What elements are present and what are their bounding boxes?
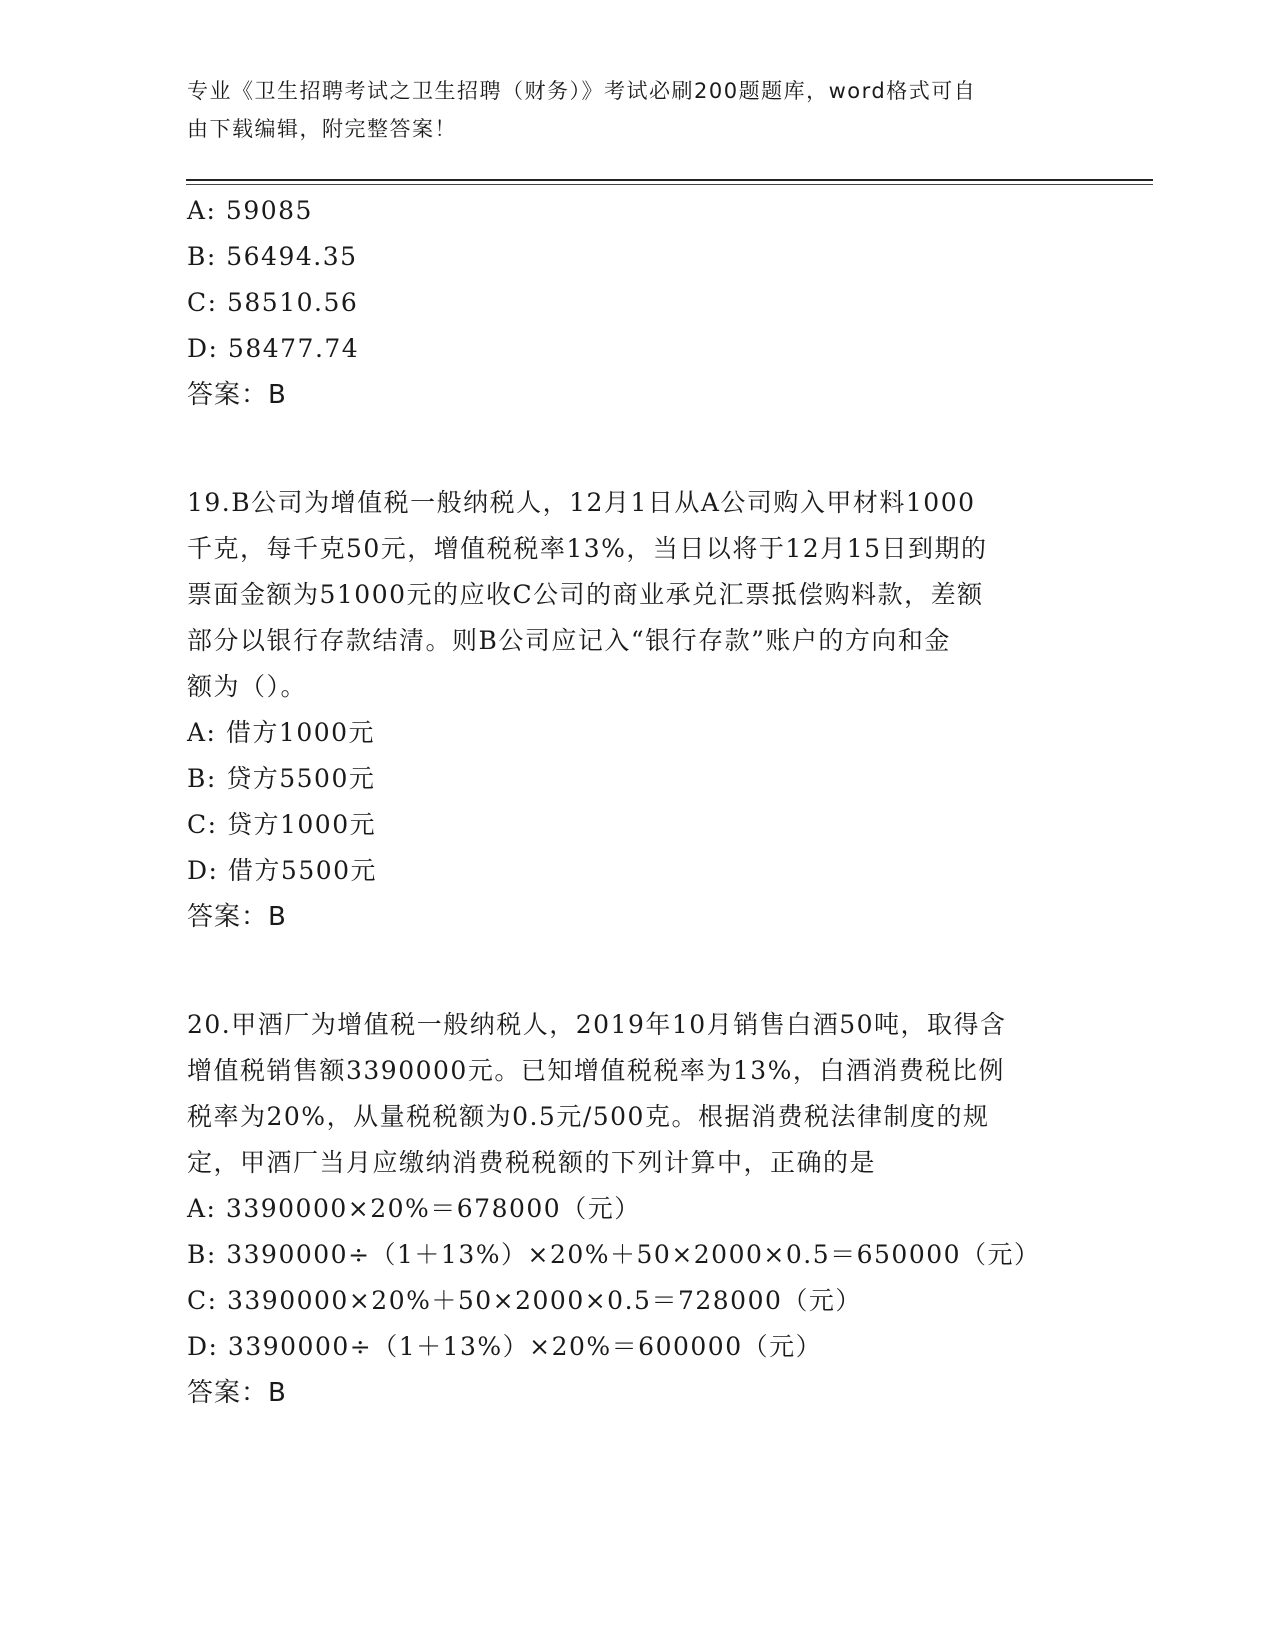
option-b: B: 贷方5500元	[187, 764, 376, 793]
question-text-line: 增值税销售额3390000元。已知增值税税率为13%，白酒消费税比例	[187, 1056, 1005, 1085]
question-text-line: 20.甲酒厂为增值税一般纳税人，2019年10月销售白酒50吨，取得含	[187, 1010, 1007, 1039]
header-line-1: 专业《卫生招聘考试之卫生招聘（财务）》考试必刷200题题库，word格式可自	[187, 79, 977, 103]
question-text-line: 税率为20%，从量税税额为0.5元/500克。根据消费税法律制度的规	[187, 1102, 990, 1131]
question-text-line: 票面金额为51000元的应收C公司的商业承兑汇票抵偿购料款，差额	[187, 580, 984, 609]
option-a: A: 借方1000元	[187, 718, 376, 747]
answer-line: 答案：B	[187, 380, 287, 410]
question-19-block	[187, 480, 1087, 940]
option-b: B: 3390000÷（1＋13%）×20%＋50×2000×0.5＝650000（元）	[187, 1240, 1041, 1269]
option-d: D: 3390000÷（1＋13%）×20%＝600000（元）	[187, 1332, 823, 1361]
option-c: C: 贷方1000元	[187, 810, 377, 839]
question-text-line: 部分以银行存款结清。则B公司应记入“银行存款”账户的方向和金	[187, 626, 951, 655]
option-c: C: 3390000×20%＋50×2000×0.5＝728000（元）	[187, 1286, 862, 1315]
spacer	[187, 940, 1087, 1002]
header-divider-thick	[186, 179, 1153, 181]
option-b: B: 56494.35	[187, 242, 358, 271]
spacer	[187, 418, 1087, 480]
answer-line: 答案：B	[187, 1378, 287, 1408]
option-a: A: 3390000×20%＝678000（元）	[187, 1194, 641, 1223]
document-header	[187, 72, 1067, 148]
header-divider-thin	[186, 184, 1153, 185]
previous-question-block	[187, 188, 1087, 418]
option-a: A: 59085	[187, 196, 313, 225]
question-text-line: 额为（）。	[187, 672, 308, 701]
question-text-line: 19.B公司为增值税一般纳税人，12月1日从A公司购入甲材料1000	[187, 488, 976, 517]
header-line-2: 由下载编辑，附完整答案！	[187, 117, 457, 141]
option-c: C: 58510.56	[187, 288, 359, 317]
option-d: D: 借方5500元	[187, 856, 378, 885]
answer-line: 答案：B	[187, 902, 287, 932]
document-body	[187, 188, 1087, 1416]
option-d: D: 58477.74	[187, 334, 360, 363]
question-20-block	[187, 1002, 1087, 1416]
question-text-line: 定，甲酒厂当月应缴纳消费税税额的下列计算中，正确的是	[187, 1148, 877, 1177]
question-text-line: 千克，每千克50元，增值税税率13%，当日以将于12月15日到期的	[187, 534, 988, 563]
